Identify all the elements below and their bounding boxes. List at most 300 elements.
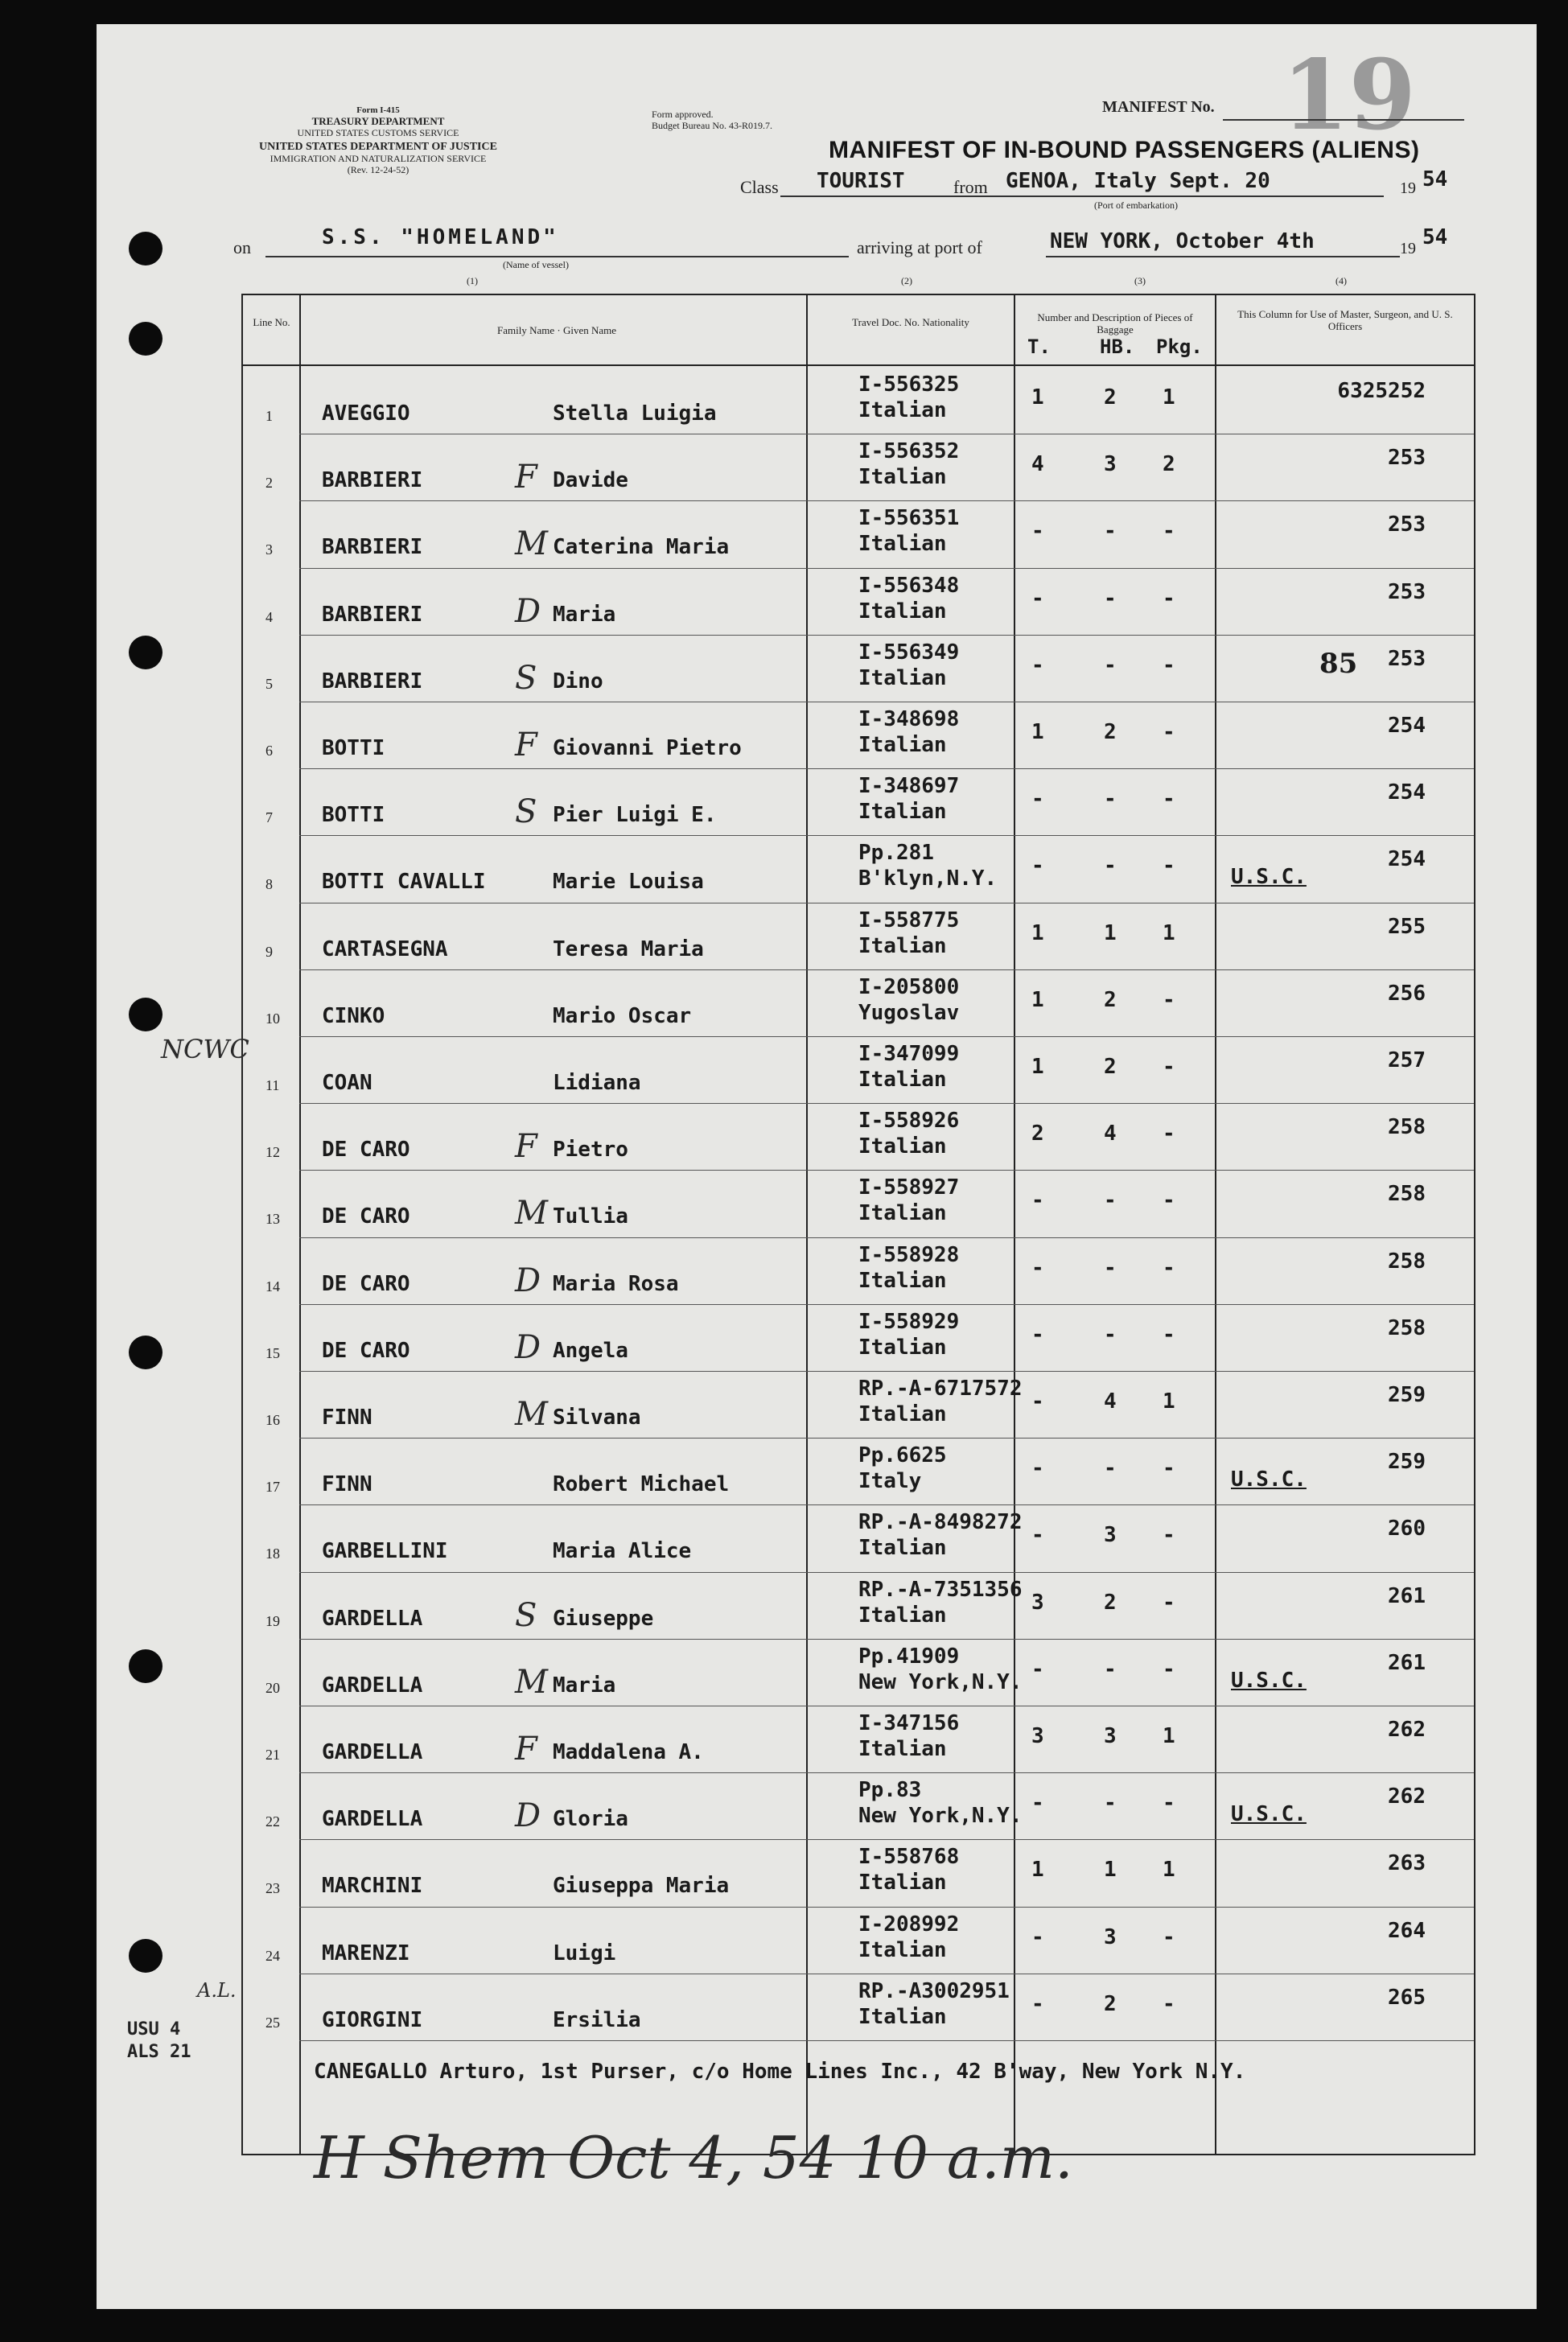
travel-doc-no: Pp.281 bbox=[858, 841, 934, 866]
justice-label: UNITED STATES DEPARTMENT OF JUSTICE bbox=[259, 141, 497, 153]
officer-number: 257 bbox=[1388, 1048, 1426, 1072]
family-name: COAN bbox=[322, 1071, 372, 1095]
table-row bbox=[243, 1840, 1474, 1907]
table-row bbox=[243, 1573, 1474, 1640]
baggage-hb: 2 bbox=[1104, 385, 1117, 410]
baggage-hb: - bbox=[1104, 652, 1117, 677]
line-number: 17 bbox=[265, 1479, 280, 1496]
port-embarkation-caption: (Port of embarkation) bbox=[1094, 200, 1178, 211]
nationality: Italian bbox=[858, 800, 947, 825]
family-name: GIORGINI bbox=[322, 2007, 423, 2032]
col-header-doc: Travel Doc. No. Nationality bbox=[852, 316, 969, 328]
baggage-hb: 1 bbox=[1104, 920, 1117, 945]
table-row bbox=[243, 1974, 1474, 2041]
given-name: Maria bbox=[553, 602, 616, 627]
given-name: Maria Rosa bbox=[553, 1271, 679, 1296]
officer-number: 263 bbox=[1388, 1851, 1426, 1876]
travel-doc-no: RP.-A-8498272 bbox=[858, 1510, 1023, 1535]
travel-doc-no: I-558775 bbox=[858, 908, 960, 932]
punch-hole bbox=[129, 636, 163, 669]
given-name: Maddalena A. bbox=[553, 1740, 704, 1764]
manifest-no-line bbox=[1223, 119, 1464, 121]
baggage-pkg: - bbox=[1163, 1322, 1175, 1347]
budget-label: Budget Bureau No. 43-R019.7. bbox=[652, 120, 772, 131]
vessel-caption: (Name of vessel) bbox=[503, 259, 569, 270]
baggage-hb: - bbox=[1104, 1188, 1117, 1213]
baggage-hb: 3 bbox=[1104, 1724, 1117, 1748]
purser-line: CANEGALLO Arturo, 1st Purser, c/o Home Lines Inc., 42 B'way, New York N.Y. bbox=[314, 2060, 1246, 2084]
given-name: Pier Luigi E. bbox=[553, 803, 717, 828]
table-row bbox=[243, 903, 1474, 970]
relation-mark: S bbox=[515, 793, 537, 831]
treasury-label: TREASURY DEPARTMENT bbox=[311, 115, 445, 127]
travel-doc-no: I-205800 bbox=[858, 974, 960, 999]
baggage-pkg: 1 bbox=[1163, 920, 1175, 945]
given-name: Stella Luigia bbox=[553, 401, 717, 426]
given-name: Marie Louisa bbox=[553, 870, 704, 895]
relation-mark: S bbox=[515, 659, 537, 697]
nationality: Yugoslav bbox=[858, 1000, 960, 1025]
baggage-hb: 2 bbox=[1104, 1590, 1117, 1615]
line-number: 4 bbox=[265, 608, 273, 625]
baggage-hb: 3 bbox=[1104, 1924, 1117, 1949]
officer-number: 262 bbox=[1388, 1784, 1426, 1809]
from-label: from bbox=[953, 177, 988, 197]
family-name: GARDELLA bbox=[322, 1673, 423, 1698]
baggage-pkg: 2 bbox=[1163, 452, 1175, 477]
nationality: Italian bbox=[858, 933, 947, 958]
baggage-hb: 4 bbox=[1104, 1122, 1117, 1146]
officer-number: 262 bbox=[1388, 1718, 1426, 1742]
baggage-t: - bbox=[1031, 1456, 1044, 1481]
nationality: Italian bbox=[858, 1201, 947, 1226]
arriving-label: arriving at port of bbox=[857, 237, 982, 257]
table-row bbox=[243, 1439, 1474, 1505]
baggage-pkg: - bbox=[1163, 1188, 1175, 1213]
table-row bbox=[243, 501, 1474, 568]
relation-mark: D bbox=[515, 1262, 541, 1299]
baggage-t: 1 bbox=[1031, 1055, 1044, 1079]
table-row bbox=[243, 1505, 1474, 1572]
nationality: Italian bbox=[858, 1068, 947, 1092]
family-name: CINKO bbox=[322, 1003, 385, 1028]
class-label: Class bbox=[740, 177, 779, 197]
family-name: CARTASEGNA bbox=[322, 936, 448, 961]
travel-doc-no: RP.-A-7351356 bbox=[858, 1577, 1023, 1602]
given-name: Luigi bbox=[553, 1941, 616, 1965]
nationality: Italian bbox=[858, 599, 947, 624]
relation-mark: M bbox=[515, 1396, 548, 1433]
table-row bbox=[243, 368, 1474, 434]
baggage-pkg: 1 bbox=[1163, 385, 1175, 410]
nationality: Italian bbox=[858, 1268, 947, 1293]
relation-mark: F bbox=[515, 1731, 537, 1768]
approved-label: Form approved. bbox=[652, 109, 714, 120]
relation-mark: F bbox=[515, 459, 537, 496]
baggage-pkg: 1 bbox=[1163, 1389, 1175, 1414]
travel-doc-no: I-558929 bbox=[858, 1309, 960, 1334]
baggage-pkg: 1 bbox=[1163, 1858, 1175, 1883]
row-divider bbox=[299, 2040, 1474, 2041]
baggage-hb: 2 bbox=[1104, 1055, 1117, 1079]
family-name: DE CARO bbox=[322, 1204, 410, 1229]
table-row bbox=[243, 636, 1474, 702]
baggage-hb: 1 bbox=[1104, 1858, 1117, 1883]
relation-mark: D bbox=[515, 1328, 541, 1366]
margin-note-ncwc: NCWC bbox=[161, 1034, 249, 1064]
line-number: 8 bbox=[265, 876, 273, 893]
line-number: 18 bbox=[265, 1546, 280, 1562]
class-underline bbox=[780, 196, 1384, 197]
officer-number: 265 bbox=[1388, 1985, 1426, 2010]
baggage-pkg: - bbox=[1163, 1991, 1175, 2016]
col-number-4: (4) bbox=[1335, 275, 1347, 286]
officer-number: 256 bbox=[1388, 981, 1426, 1006]
col-header-hb: HB. bbox=[1100, 335, 1135, 358]
col-number-2: (2) bbox=[901, 275, 912, 286]
vessel-underline bbox=[265, 256, 849, 257]
family-name: FINN bbox=[322, 1472, 372, 1497]
line-number: 3 bbox=[265, 541, 273, 558]
given-name: Caterina Maria bbox=[553, 535, 730, 560]
col-header-line-no: Line No. bbox=[253, 316, 290, 328]
nationality: Italian bbox=[858, 1737, 947, 1761]
customs-label: UNITED STATES CUSTOMS SERVICE bbox=[297, 127, 459, 138]
given-name: Giuseppa Maria bbox=[553, 1874, 730, 1899]
travel-doc-no: RP.-A-6717572 bbox=[858, 1377, 1023, 1401]
officer-number: 259 bbox=[1388, 1450, 1426, 1475]
nationality: Italian bbox=[858, 532, 947, 557]
table-row bbox=[243, 1037, 1474, 1104]
baggage-t: 1 bbox=[1031, 987, 1044, 1012]
baggage-pkg: - bbox=[1163, 652, 1175, 677]
from-value: GENOA, Italy Sept. 20 bbox=[1006, 169, 1270, 193]
baggage-t: - bbox=[1031, 1322, 1044, 1347]
table-row bbox=[243, 1238, 1474, 1305]
relation-mark: D bbox=[515, 1797, 541, 1835]
family-name: MARCHINI bbox=[322, 1874, 423, 1899]
table-row bbox=[243, 1908, 1474, 1974]
baggage-pkg: - bbox=[1163, 1523, 1175, 1548]
arrival-year-prefix: 19 bbox=[1400, 240, 1416, 257]
family-name: BARBIERI bbox=[322, 535, 423, 560]
officer-number: 264 bbox=[1388, 1918, 1426, 1943]
table-row bbox=[243, 1640, 1474, 1706]
baggage-pkg: - bbox=[1163, 1055, 1175, 1079]
nationality: Italian bbox=[858, 2004, 947, 2029]
table-row bbox=[243, 1104, 1474, 1171]
header-divider bbox=[243, 364, 1474, 366]
family-name: DE CARO bbox=[322, 1338, 410, 1363]
ins-label: IMMIGRATION AND NATURALIZATION SERVICE bbox=[270, 153, 487, 164]
punch-hole bbox=[129, 232, 163, 265]
usc-mark: U.S.C. bbox=[1231, 1467, 1307, 1492]
given-name: Giuseppe bbox=[553, 1606, 654, 1631]
baggage-hb: - bbox=[1104, 1456, 1117, 1481]
family-name: DE CARO bbox=[322, 1271, 410, 1296]
table-row bbox=[243, 702, 1474, 769]
baggage-pkg: - bbox=[1163, 1657, 1175, 1681]
baggage-t: - bbox=[1031, 652, 1044, 677]
baggage-pkg: - bbox=[1163, 987, 1175, 1012]
given-name: Angela bbox=[553, 1338, 628, 1363]
col-header-name: Family Name · Given Name bbox=[496, 324, 616, 336]
given-name: Maria bbox=[553, 1673, 616, 1698]
table-row bbox=[243, 1773, 1474, 1840]
baggage-hb: - bbox=[1104, 1322, 1117, 1347]
officer-number: 253 bbox=[1388, 512, 1426, 537]
col-header-baggage: Number and Description of Pieces of Baggage bbox=[1037, 311, 1193, 335]
baggage-t: - bbox=[1031, 1924, 1044, 1949]
line-number: 6 bbox=[265, 743, 273, 759]
baggage-pkg: - bbox=[1163, 1924, 1175, 1949]
baggage-pkg: - bbox=[1163, 1456, 1175, 1481]
family-name: DE CARO bbox=[322, 1138, 410, 1163]
nationality: Italian bbox=[858, 398, 947, 422]
line-number: 2 bbox=[265, 475, 273, 492]
baggage-hb: - bbox=[1104, 854, 1117, 879]
officer-number: 261 bbox=[1388, 1583, 1426, 1608]
baggage-hb: - bbox=[1104, 519, 1117, 544]
form-id: Form I-415 bbox=[356, 105, 400, 115]
baggage-pkg: - bbox=[1163, 787, 1175, 812]
nationality: B'klyn,N.Y. bbox=[858, 866, 998, 891]
given-name: Maria Alice bbox=[553, 1539, 692, 1564]
officer-number: 258 bbox=[1388, 1115, 1426, 1140]
nationality: Italian bbox=[858, 1335, 947, 1360]
table-row bbox=[243, 836, 1474, 903]
travel-doc-no: I-556325 bbox=[858, 372, 960, 397]
nationality: New York,N.Y. bbox=[858, 1669, 1023, 1694]
relation-mark: M bbox=[515, 525, 548, 563]
baggage-hb: - bbox=[1104, 1791, 1117, 1816]
given-name: Ersilia bbox=[553, 2007, 641, 2032]
nationality: Italian bbox=[858, 1937, 947, 1962]
line-number: 25 bbox=[265, 2014, 280, 2031]
table-row bbox=[243, 970, 1474, 1037]
line-number: 20 bbox=[265, 1679, 280, 1696]
family-name: BARBIERI bbox=[322, 468, 423, 493]
officer-number: 253 bbox=[1388, 446, 1426, 471]
on-label: on bbox=[233, 237, 251, 257]
baggage-hb: 3 bbox=[1104, 452, 1117, 477]
travel-doc-no: I-558768 bbox=[858, 1845, 960, 1870]
arrival-underline bbox=[1046, 256, 1400, 257]
arrival-port-value: NEW YORK, October 4th bbox=[1050, 229, 1315, 253]
baggage-t: - bbox=[1031, 1523, 1044, 1548]
baggage-t: - bbox=[1031, 1991, 1044, 2016]
baggage-pkg: - bbox=[1163, 720, 1175, 744]
baggage-t: - bbox=[1031, 1188, 1044, 1213]
baggage-hb: - bbox=[1104, 1657, 1117, 1681]
travel-doc-no: I-556351 bbox=[858, 506, 960, 531]
family-name: BARBIERI bbox=[322, 669, 423, 694]
given-name: Tullia bbox=[553, 1204, 628, 1229]
baggage-pkg: - bbox=[1163, 1791, 1175, 1816]
officer-number: 258 bbox=[1388, 1315, 1426, 1340]
baggage-t: 1 bbox=[1031, 1858, 1044, 1883]
travel-doc-no: Pp.41909 bbox=[858, 1644, 960, 1669]
relation-mark: M bbox=[515, 1663, 548, 1701]
manifest-no-label: MANIFEST No. bbox=[1102, 98, 1215, 116]
table-row bbox=[243, 569, 1474, 636]
baggage-t: 3 bbox=[1031, 1724, 1044, 1748]
travel-doc-no: Pp.6625 bbox=[858, 1443, 947, 1468]
table-row bbox=[243, 1171, 1474, 1237]
relation-mark: F bbox=[515, 726, 537, 764]
nationality: Italian bbox=[858, 733, 947, 757]
travel-doc-no: I-348698 bbox=[858, 707, 960, 731]
given-name: Pietro bbox=[553, 1138, 628, 1163]
baggage-hb: 4 bbox=[1104, 1389, 1117, 1414]
approval-block bbox=[652, 109, 772, 131]
officer-number: 259 bbox=[1388, 1383, 1426, 1407]
relation-mark: M bbox=[515, 1195, 548, 1233]
baggage-t: 4 bbox=[1031, 452, 1044, 477]
officer-number: 258 bbox=[1388, 1182, 1426, 1207]
baggage-pkg: - bbox=[1163, 854, 1175, 879]
travel-doc-no: I-558928 bbox=[858, 1242, 960, 1267]
officer-number: 260 bbox=[1388, 1517, 1426, 1541]
officer-number: 254 bbox=[1388, 847, 1426, 872]
baggage-t: - bbox=[1031, 1389, 1044, 1414]
line-number: 10 bbox=[265, 1010, 280, 1027]
manifest-title: MANIFEST OF IN-BOUND PASSENGERS (ALIENS) bbox=[829, 137, 1420, 163]
baggage-hb: 2 bbox=[1104, 1991, 1117, 2016]
given-name: Gloria bbox=[553, 1807, 628, 1832]
punch-hole bbox=[129, 1649, 163, 1683]
nationality: Italian bbox=[858, 465, 947, 490]
baggage-t: - bbox=[1031, 854, 1044, 879]
line-number: 16 bbox=[265, 1412, 280, 1428]
line-number: 5 bbox=[265, 675, 273, 692]
baggage-t: 1 bbox=[1031, 720, 1044, 744]
officer-number: 261 bbox=[1388, 1650, 1426, 1675]
given-name: Robert Michael bbox=[553, 1472, 730, 1497]
officer-number: 258 bbox=[1388, 1249, 1426, 1274]
travel-doc-no: I-556349 bbox=[858, 640, 960, 665]
family-name: FINN bbox=[322, 1406, 372, 1430]
family-name: BOTTI CAVALLI bbox=[322, 870, 486, 895]
line-number: 22 bbox=[265, 1813, 280, 1830]
officer-number: 253 bbox=[1388, 579, 1426, 604]
given-name: Silvana bbox=[553, 1406, 641, 1430]
officer-number: 253 bbox=[1388, 646, 1426, 671]
line-number: 1 bbox=[265, 408, 273, 424]
baggage-t: 2 bbox=[1031, 1122, 1044, 1146]
baggage-t: - bbox=[1031, 1791, 1044, 1816]
baggage-t: - bbox=[1031, 1255, 1044, 1280]
punch-hole bbox=[129, 1336, 163, 1369]
table-row bbox=[243, 1706, 1474, 1773]
family-name: GARBELLINI bbox=[322, 1539, 448, 1564]
form-block bbox=[233, 105, 523, 175]
officer-number: 6325252 bbox=[1337, 379, 1426, 403]
travel-doc-no: I-558926 bbox=[858, 1109, 960, 1134]
baggage-pkg: 1 bbox=[1163, 1724, 1175, 1748]
officer-number: 254 bbox=[1388, 714, 1426, 738]
given-name: Teresa Maria bbox=[553, 936, 704, 961]
rev-label: (Rev. 12-24-52) bbox=[347, 164, 409, 175]
manifest-sheet-number: 19 bbox=[1282, 39, 1416, 152]
line-number: 7 bbox=[265, 809, 273, 826]
baggage-pkg: - bbox=[1163, 1255, 1175, 1280]
usc-mark: U.S.C. bbox=[1231, 1802, 1307, 1827]
usc-mark: U.S.C. bbox=[1231, 865, 1307, 890]
travel-doc-no: I-208992 bbox=[858, 1912, 960, 1937]
manifest-page bbox=[97, 24, 1537, 2309]
given-name: Davide bbox=[553, 468, 628, 493]
baggage-pkg: - bbox=[1163, 1122, 1175, 1146]
baggage-hb: - bbox=[1104, 586, 1117, 611]
baggage-t: - bbox=[1031, 586, 1044, 611]
table-row bbox=[243, 1372, 1474, 1439]
relation-mark: S bbox=[515, 1596, 537, 1634]
line-number: 11 bbox=[265, 1077, 280, 1093]
usc-mark: U.S.C. bbox=[1231, 1668, 1307, 1693]
baggage-hb: 2 bbox=[1104, 720, 1117, 744]
family-name: BOTTI bbox=[322, 736, 385, 760]
punch-hole bbox=[129, 998, 163, 1031]
punch-hole bbox=[129, 1939, 163, 1973]
baggage-t: 1 bbox=[1031, 920, 1044, 945]
baggage-t: 3 bbox=[1031, 1590, 1044, 1615]
nationality: Italy bbox=[858, 1469, 922, 1494]
col-header-pkg: Pkg. bbox=[1156, 335, 1203, 358]
line-number: 21 bbox=[265, 1747, 280, 1763]
class-year-prefix: 19 bbox=[1400, 179, 1416, 197]
family-name: GARDELLA bbox=[322, 1740, 423, 1764]
officer-number: 255 bbox=[1388, 914, 1426, 939]
col-number-1: (1) bbox=[467, 275, 478, 286]
line-number: 19 bbox=[265, 1612, 280, 1629]
travel-doc-no: RP.-A3002951 bbox=[858, 1978, 1010, 2003]
relation-mark: F bbox=[515, 1128, 537, 1166]
family-name: BARBIERI bbox=[322, 602, 423, 627]
nationality: Italian bbox=[858, 1536, 947, 1561]
baggage-hb: 3 bbox=[1104, 1523, 1117, 1548]
signature-line: H Shem Oct 4, 54 10 a.m. bbox=[314, 2124, 1073, 2192]
baggage-t: 1 bbox=[1031, 385, 1044, 410]
nationality: Italian bbox=[858, 1871, 947, 1895]
family-name: AVEGGIO bbox=[322, 401, 410, 426]
margin-note-usu: USU 4 bbox=[127, 2019, 181, 2039]
given-name: Lidiana bbox=[553, 1071, 641, 1095]
baggage-hb: - bbox=[1104, 1255, 1117, 1280]
baggage-t: - bbox=[1031, 1657, 1044, 1681]
passenger-table bbox=[241, 294, 1475, 2155]
nationality: Italian bbox=[858, 1134, 947, 1159]
given-name: Giovanni Pietro bbox=[553, 736, 742, 760]
given-name: Mario Oscar bbox=[553, 1003, 692, 1028]
class-year-value: 54 bbox=[1422, 167, 1448, 191]
baggage-pkg: - bbox=[1163, 519, 1175, 544]
line-number: 9 bbox=[265, 943, 273, 960]
baggage-pkg: - bbox=[1163, 1590, 1175, 1615]
travel-doc-no: I-347099 bbox=[858, 1042, 960, 1066]
line-number: 15 bbox=[265, 1344, 280, 1361]
line-number: 13 bbox=[265, 1211, 280, 1228]
nationality: New York,N.Y. bbox=[858, 1804, 1023, 1829]
nationality: Italian bbox=[858, 1402, 947, 1426]
vessel-name: S.S. "HOMELAND" bbox=[322, 225, 559, 249]
margin-note-al: A.L. bbox=[197, 1979, 237, 2002]
baggage-t: - bbox=[1031, 787, 1044, 812]
family-name: GARDELLA bbox=[322, 1807, 423, 1832]
relation-mark: D bbox=[515, 592, 541, 630]
col-header-officers: This Column for Use of Master, Surgeon, and U. S. Officers bbox=[1237, 308, 1453, 332]
col-number-3: (3) bbox=[1134, 275, 1146, 286]
